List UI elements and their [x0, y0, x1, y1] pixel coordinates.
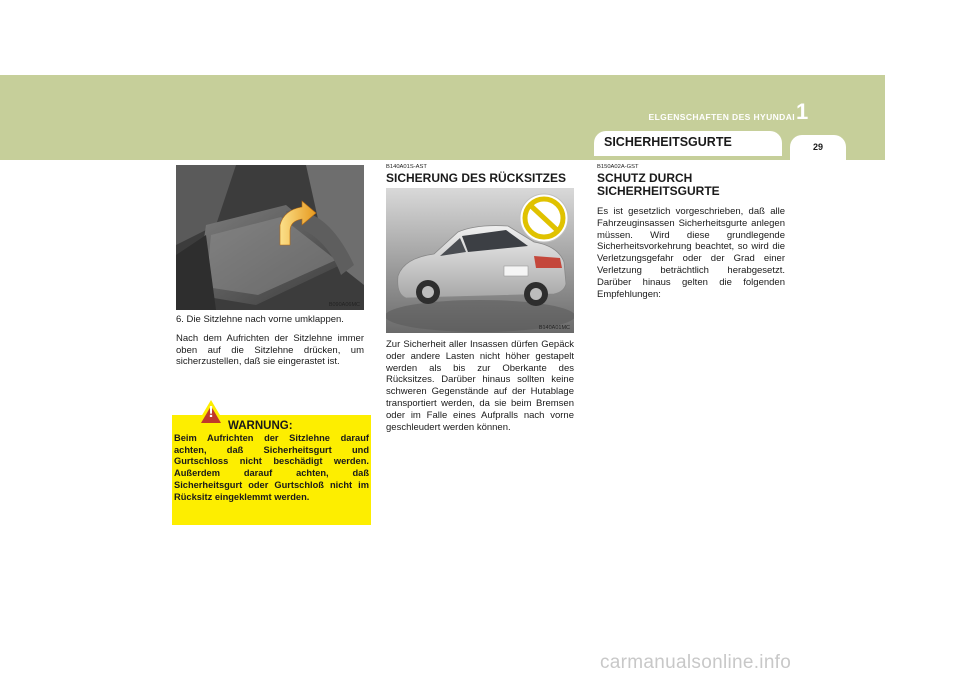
car-illustration: [386, 188, 574, 333]
heading-line-1: SCHUTZ DURCH: [597, 171, 693, 185]
rear-seat-load-paragraph: Zur Sicherheit aller Insassen dürfen Gepäck oder andere Lasten nicht höher gestapelt werden als bis zur Oberkante des Rücksitzes. Darüber hinaus sollten keine schweren Gegenstände auf der Hutablage transportiert werden, da sie beim Bremsen oder im Falle eines Aufpralls nach vorne geschleudert werden können.: [386, 339, 574, 433]
watermark: carmanualsonline.info: [600, 652, 792, 673]
seatbelt-law-paragraph: Es ist gesetzlich vorgeschrieben, daß alle Fahrzeuginsassen Sicherheitsgurte anlegen müssen. Wird diese grundlegende Sicherheitsvorkehrung beachtet, so wird die Verletzungsgefahr oder der Grad einer Verletzung beträchtlich herabgesetzt. Darüber hinaus gelten die folgenden Empfehlungen:: [597, 206, 785, 300]
seat-lock-paragraph: Nach dem Aufrichten der Sitzlehne immer oben auf die Sitzlehne drücken, um sicherzustellen, daß sie eingerastet ist.: [176, 332, 364, 368]
rear-seat-illustration: [176, 165, 364, 310]
section-code: B150A02A-GST: [597, 164, 639, 170]
warning-text: Beim Aufrichten der Sitzlehne darauf achten, daß Sicherheitsgurt und Gurtschloss nicht beschädigt werden. Außerdem darauf achten, daß Sicherheitsgurt oder Gurtschloß nicht im Rücksitz eingeklemmt werden.: [174, 433, 369, 502]
heading-line-2: SICHERHEITSGURTE: [597, 184, 720, 198]
rear-seat-photo: [176, 165, 364, 310]
chapter-title: ELGENSCHAFTEN DES HYUNDAI: [648, 112, 795, 122]
image-code: B140A01MC: [538, 325, 570, 331]
section-heading: [597, 172, 787, 198]
section-tab: [594, 131, 782, 156]
exclamation-icon: !: [208, 404, 214, 421]
column-1-text: [176, 314, 364, 375]
section-tab-label: SICHERHEITSGURTE: [604, 135, 732, 149]
image-code: B090A06MC: [328, 302, 360, 308]
page-number: 29: [812, 142, 823, 152]
warning-title: WARNUNG:: [228, 420, 293, 432]
step-6-text: 6. Die Sitzlehne nach vorne umklappen.: [176, 314, 344, 325]
car-rear-photo: [386, 188, 574, 333]
chapter-number: 1: [796, 99, 809, 124]
section-code: B140A01S-AST: [386, 164, 427, 170]
section-heading: SICHERUNG DES RÜCKSITZES: [386, 171, 567, 185]
page-number-tab: [790, 135, 846, 160]
